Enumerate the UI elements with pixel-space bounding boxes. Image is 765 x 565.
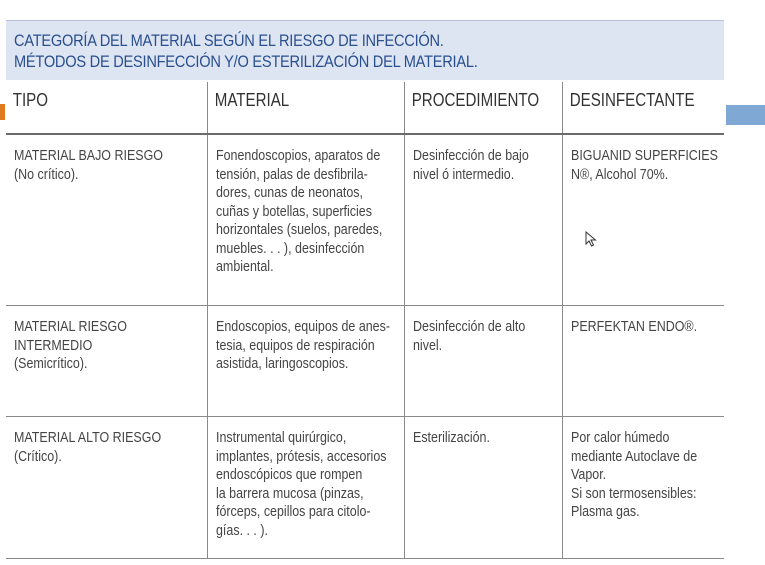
table-header-row <box>6 82 724 134</box>
cell-material: Endoscopios, equipos de anes- tesia, equipos de respiración asistida, laringoscopios. <box>207 306 404 417</box>
mouse-pointer-icon <box>585 231 597 247</box>
title-line-1: CATEGORÍA DEL MATERIAL SEGÚN EL RIESGO DE INFECCIÓN. <box>14 31 444 50</box>
table-title-banner <box>6 20 724 80</box>
column-header-tipo: TIPO <box>6 82 207 134</box>
cell-material: Instrumental quirúrgico, implantes, prótesis, accesorios endoscópicos que rompen la barrera mucosa (pinzas, fórceps, cepillos para citolo- gías. . . ). <box>207 417 404 559</box>
cell-tipo: MATERIAL BAJO RIESGO (No crítico). <box>6 134 207 306</box>
blue-edge-marker <box>726 105 765 125</box>
column-header-procedimiento: PROCEDIMIENTO <box>404 82 562 134</box>
title-line-2: MÉTODOS DE DESINFECCIÓN Y/O ESTERILIZACIÓN DEL MATERIAL. <box>14 52 478 71</box>
column-header-desinfectante: DESINFECTANTE <box>562 82 724 134</box>
orange-edge-marker <box>0 104 5 120</box>
table-row <box>6 417 724 559</box>
table-row <box>6 134 724 306</box>
disinfection-table <box>6 82 724 559</box>
cell-desinfectante: BIGUANID SUPERFICIES N®, Alcohol 70%. <box>562 134 724 306</box>
cell-procedimiento: Desinfección de alto nivel. <box>404 306 562 417</box>
cell-desinfectante: PERFEKTAN ENDO®. <box>562 306 724 417</box>
cell-material: Fonendoscopios, aparatos de tensión, palas de desfibrila- dores, cunas de neonatos, cuñas y botellas, superficies horizontales (suelos, paredes, muebles. . . ), desinfección ambiental. <box>207 134 404 306</box>
cell-procedimiento: Esterilización. <box>404 417 562 559</box>
table-row <box>6 306 724 417</box>
cell-tipo: MATERIAL RIESGO INTERMEDIO (Semicrítico). <box>6 306 207 417</box>
cell-procedimiento: Desinfección de bajo nivel ó intermedio. <box>404 134 562 306</box>
column-header-material: MATERIAL <box>207 82 404 134</box>
cell-tipo: MATERIAL ALTO RIESGO (Crítico). <box>6 417 207 559</box>
cell-desinfectante: Por calor húmedo mediante Autoclave de Vapor. Si son termosensibles: Plasma gas. <box>562 417 724 559</box>
